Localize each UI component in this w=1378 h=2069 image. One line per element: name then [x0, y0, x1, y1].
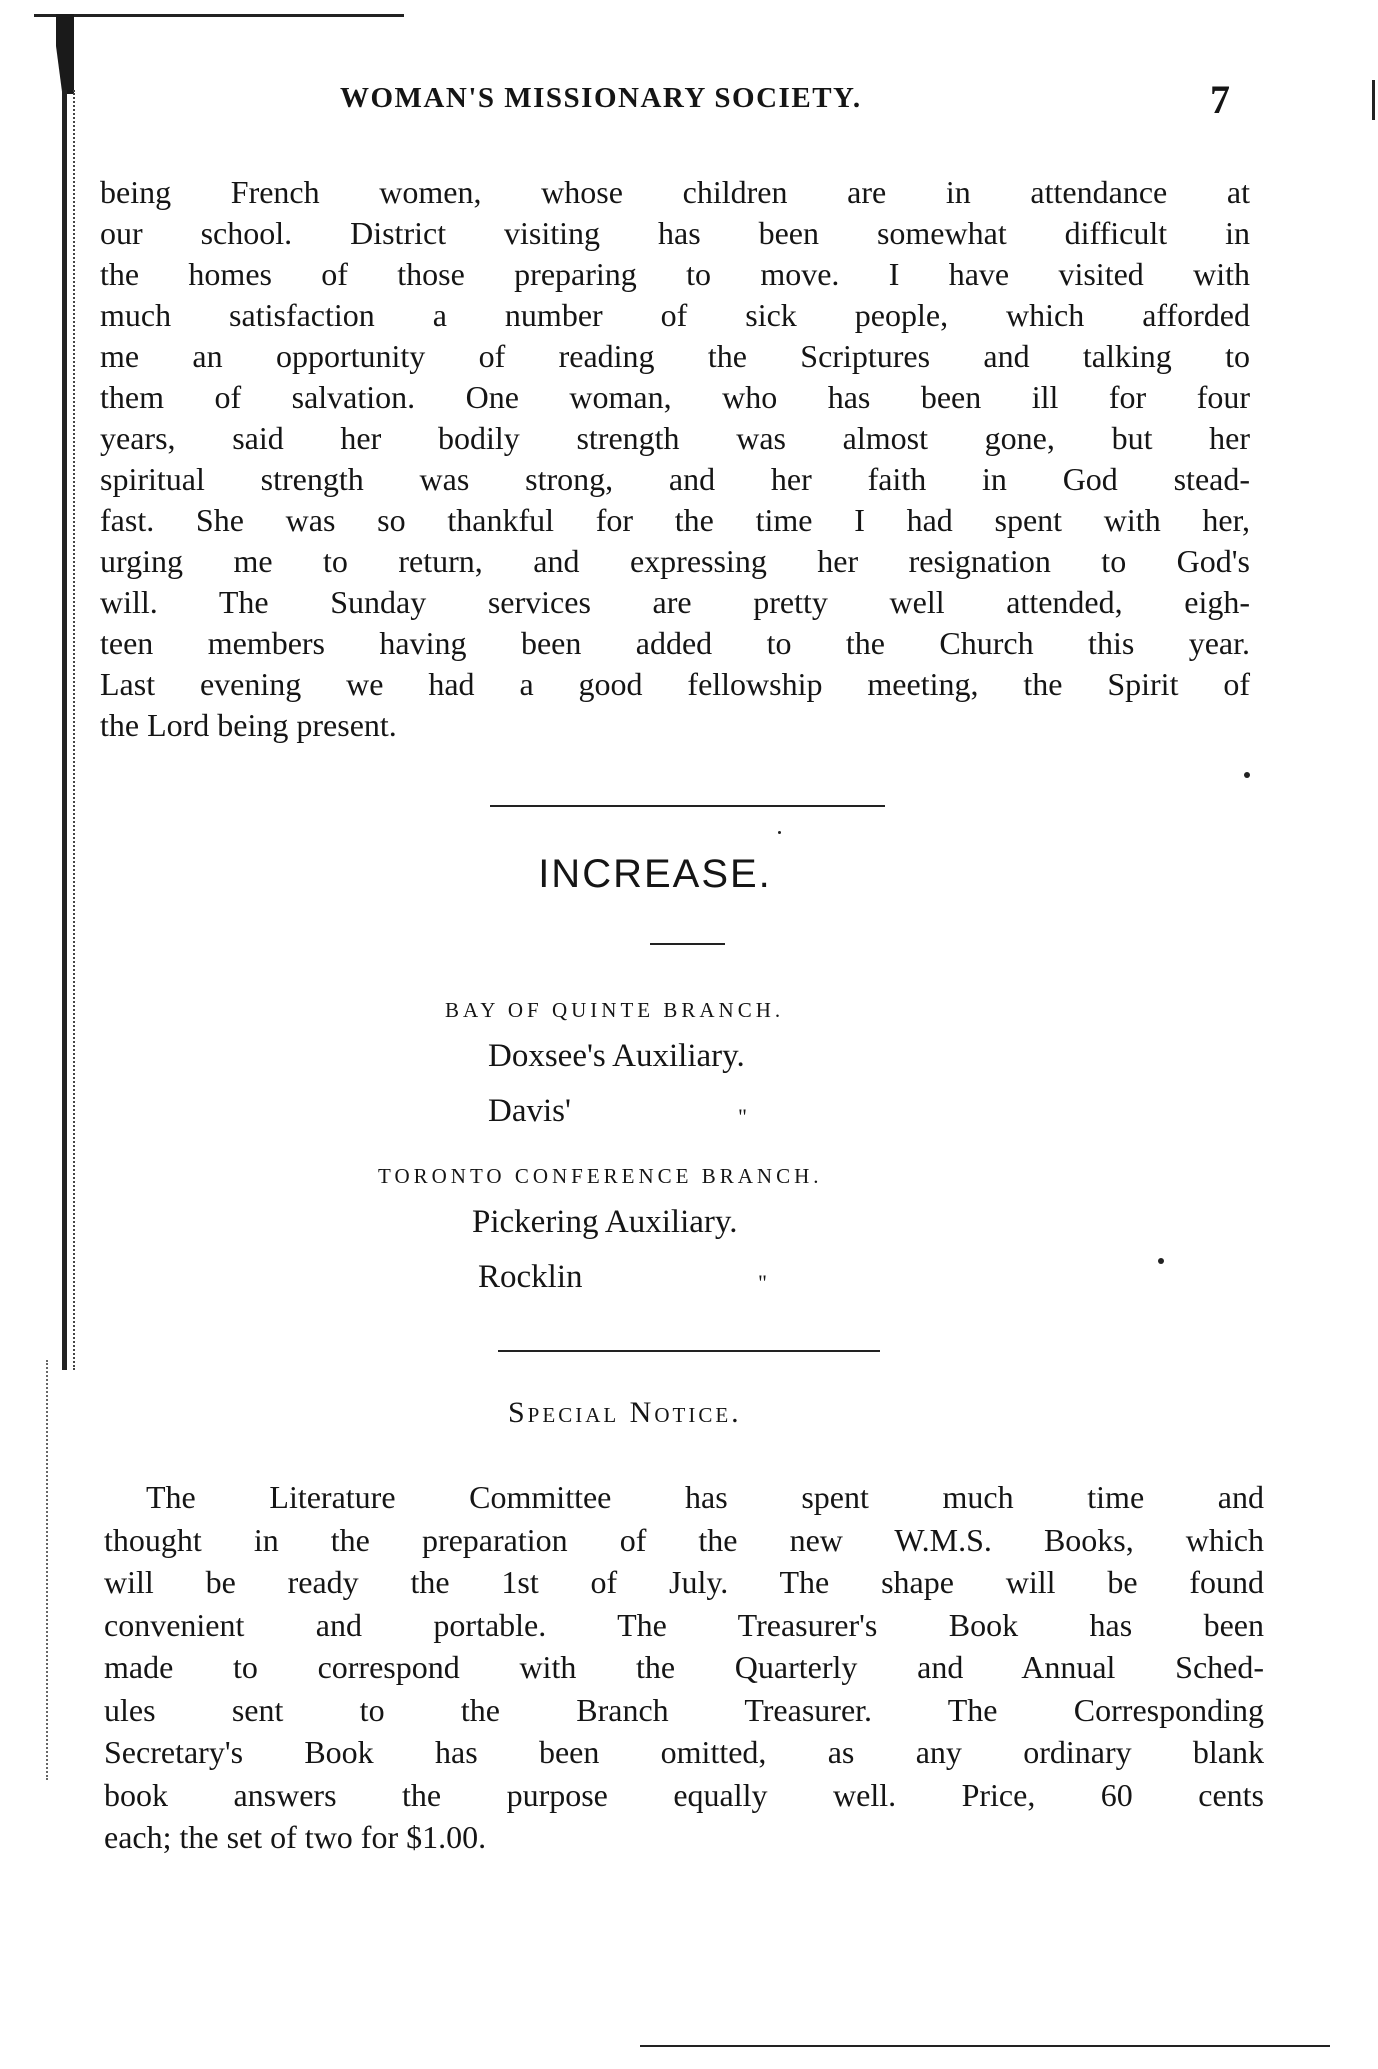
auxiliary-name: Doxsee's Auxiliary. [488, 1038, 745, 1074]
ink-speck [1244, 772, 1250, 778]
text-line: them of salvation. One woman, who has been ill for four [100, 379, 1250, 415]
text-line: being French women, whose children are in attendance at [100, 174, 1250, 210]
text-line: will. The Sunday services are pretty well attended, eigh- [100, 584, 1250, 620]
branch-name: TORONTO CONFERENCE BRANCH. [378, 1164, 823, 1188]
text-line: the homes of those preparing to move. I have visited with [100, 256, 1250, 292]
text-line: ules sent to the Branch Treasurer. The Corresponding [104, 1691, 1264, 1728]
ink-speck [778, 831, 781, 834]
report-paragraph [100, 172, 1250, 746]
text-line: will be ready the 1st of July. The shape will be found [104, 1564, 1264, 1600]
page-header [340, 77, 1240, 122]
auxiliary-name: Pickering Auxiliary. [472, 1204, 738, 1240]
text-line: the Lord being present. [100, 707, 397, 743]
text-line: convenient and portable. The Treasurer's Book has been [104, 1606, 1264, 1643]
text-line: urging me to return, and expressing her resignation to God's [100, 543, 1250, 579]
bottom-edge-rule [640, 2045, 1330, 2047]
auxiliary-name: Davis' [488, 1093, 571, 1129]
auxiliary-name: Rocklin [478, 1259, 583, 1295]
text-line: Secretary's Book has been omitted, as any ordinary blank [104, 1734, 1264, 1770]
text-line: each; the set of two for $1.00. [104, 1819, 487, 1855]
text-line: our school. District visiting has been somewhat difficult in [100, 215, 1250, 251]
text-line: spiritual strength was strong, and her faith in God stead- [100, 461, 1250, 497]
ditto-mark: " [738, 1104, 747, 1129]
branch-name: BAY OF QUINTE BRANCH. [445, 998, 785, 1022]
binding-edge-mark [56, 14, 74, 94]
special-notice-paragraph [104, 1476, 1264, 1859]
text-line: Last evening we had a good fellowship meeting, the Spirit of [100, 666, 1250, 702]
section-divider [490, 805, 885, 807]
text-line: book answers the purpose equally well. Price, 60 cents [104, 1776, 1264, 1813]
running-title: WOMAN'S MISSIONARY SOCIETY. [340, 82, 862, 114]
binding-spine-line [62, 90, 75, 1370]
ink-speck [1158, 1258, 1164, 1264]
text-line: me an opportunity of reading the Scriptures and talking to [100, 338, 1250, 374]
ditto-mark: " [758, 1270, 767, 1295]
short-divider [650, 943, 725, 945]
text-line: much satisfaction a number of sick people, which afforded [100, 297, 1250, 333]
section-divider [498, 1350, 880, 1352]
text-line: The Literature Committee has spent much time and [146, 1479, 1264, 1515]
top-edge-rule [34, 14, 404, 17]
special-notice-heading: Special Notice. [508, 1396, 742, 1429]
binding-dotted-edge [46, 1360, 51, 1780]
text-line: made to correspond with the Quarterly and Annual Sched- [104, 1649, 1264, 1685]
text-line: teen members having been added to the Church this year. [100, 625, 1250, 661]
right-edge-mark [1372, 80, 1375, 120]
page-number: 7 [1210, 77, 1230, 122]
increase-heading: INCREASE. [538, 852, 772, 896]
text-line: years, said her bodily strength was almost gone, but her [100, 420, 1250, 456]
text-line: thought in the preparation of the new W.M.S. Books, which [104, 1521, 1264, 1558]
text-line: fast. She was so thankful for the time I had spent with her, [100, 502, 1250, 538]
